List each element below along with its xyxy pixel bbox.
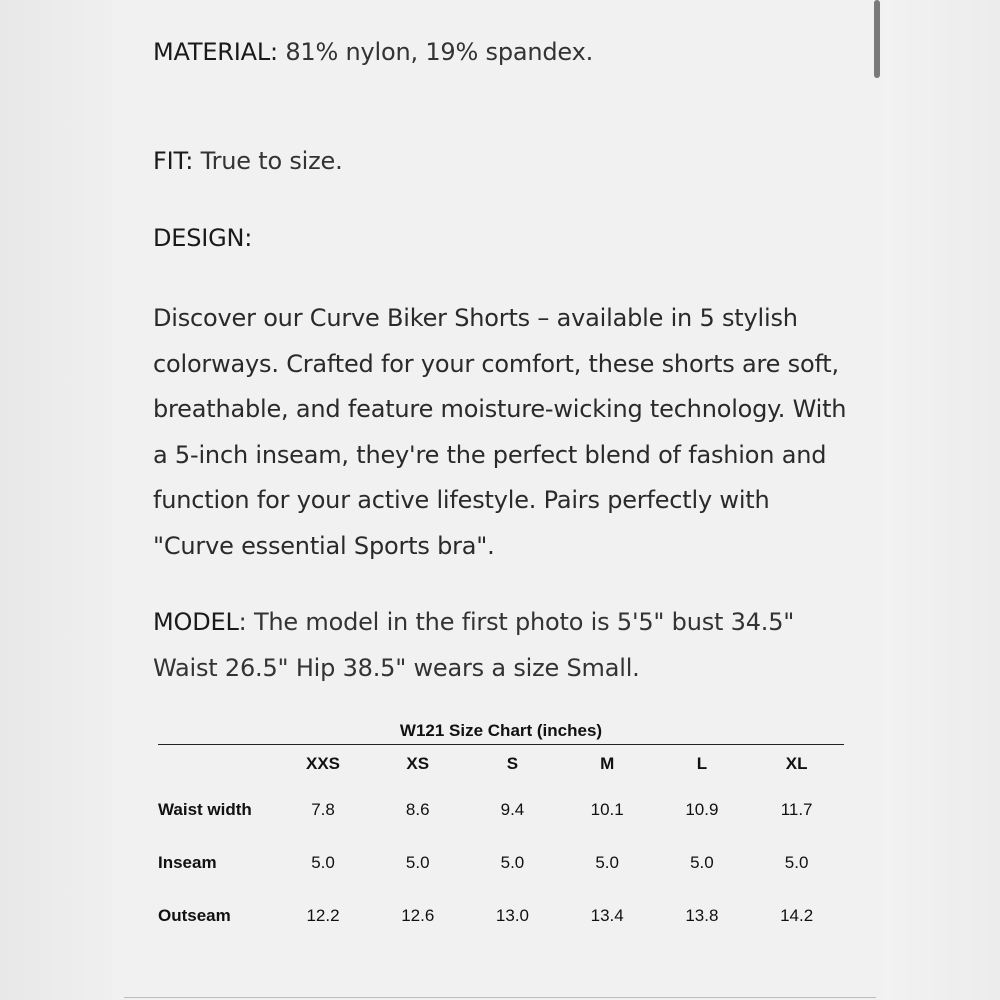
table-cell: 5.0 <box>595 852 619 872</box>
table-cell: 9.4 <box>500 799 525 819</box>
scrollbar[interactable] <box>874 0 880 78</box>
table-cell: 5.0 <box>311 852 335 872</box>
table-cell: 14.2 <box>780 905 814 925</box>
fit-line <box>153 147 343 175</box>
size-header-xxs: XXS <box>306 754 341 773</box>
table-cell: 5.0 <box>784 852 809 872</box>
size-header-l: L <box>696 754 708 773</box>
size-header-s: S <box>506 754 519 773</box>
size-header-xs: XS <box>406 754 430 773</box>
table-cell: 13.0 <box>495 905 529 925</box>
size-chart-title: W121 Size Chart (inches) <box>399 721 603 740</box>
table-cell: 5.0 <box>500 852 525 872</box>
table-cell: 13.4 <box>590 905 624 925</box>
material-value: 81% nylon, 19% spandex. <box>285 38 594 66</box>
model-value: : The model in the first photo is 5'5" bust 34.5" Waist 26.5" Hip 38.5" wears a size Small. <box>153 608 795 682</box>
material-label: MATERIAL: <box>153 38 278 66</box>
table-row <box>158 836 844 889</box>
table-cell: 8.6 <box>405 799 430 819</box>
fit-label: FIT: <box>153 147 194 175</box>
model-info <box>153 600 853 691</box>
row-label-outseam: Outseam <box>158 905 231 925</box>
table-cell: 11.7 <box>780 799 813 819</box>
row-label-inseam: Inseam <box>158 852 217 872</box>
section-divider <box>124 997 876 998</box>
model-label: MODEL <box>153 608 239 636</box>
table-cell: 10.9 <box>685 799 719 819</box>
size-chart-header-row <box>158 745 844 783</box>
size-header-xl: XL <box>785 754 808 773</box>
table-cell: 5.0 <box>690 852 714 872</box>
table-cell: 5.0 <box>405 852 430 872</box>
table-cell: 13.8 <box>685 905 719 925</box>
table-row <box>158 889 844 942</box>
table-cell: 12.6 <box>401 905 435 925</box>
row-label-waist-width: Waist width <box>158 799 252 819</box>
fit-value: True to size. <box>200 147 343 175</box>
material-line <box>153 38 593 66</box>
table-cell: 7.8 <box>311 799 335 819</box>
table-row <box>158 783 844 836</box>
product-description: Discover our Curve Biker Shorts – available in 5 stylish colorways. Crafted for your comfort, these shorts are soft, breathable, and feature moisture-wicking technology. With a 5-inch inseam, they're the perfect blend of fashion and function for your active lifestyle. Pairs perfectly with "Curve essential Sports bra". <box>153 304 847 560</box>
table-cell: 10.1 <box>590 799 624 819</box>
size-chart <box>158 718 844 942</box>
table-cell: 12.2 <box>306 905 340 925</box>
design-label: DESIGN: <box>153 224 253 252</box>
size-header-m: M <box>600 754 615 773</box>
